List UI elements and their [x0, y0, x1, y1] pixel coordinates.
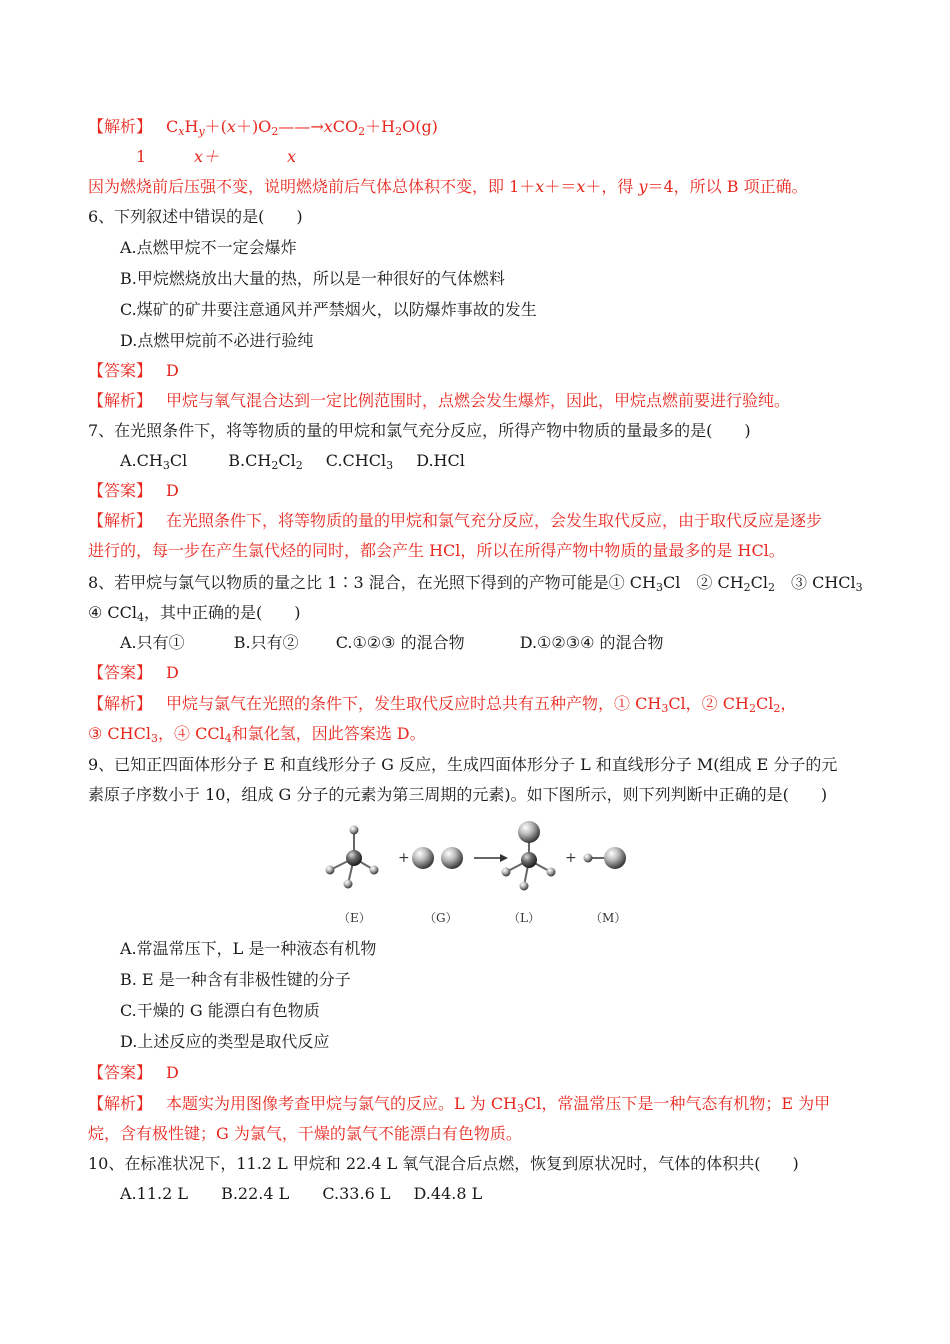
opt-part: 2	[295, 459, 303, 472]
analysis-part: 3	[661, 702, 669, 715]
text-part: x	[576, 177, 586, 196]
analysis-label: 【解析】	[88, 117, 153, 136]
q10-option-a: A.11.2 L	[120, 1184, 188, 1203]
opt-part: Cl	[169, 451, 188, 470]
eq-part: 2	[271, 125, 279, 138]
stem-part: 3	[656, 581, 663, 594]
text-part: ＝4，所以 B 项正确。	[647, 177, 808, 196]
text-part: ＋，得	[585, 177, 639, 196]
label-l: （L）	[508, 911, 540, 925]
eq-part: x	[178, 125, 185, 138]
answer-value: D	[166, 1063, 179, 1082]
answer-label: 【答案】	[88, 663, 153, 682]
ratio-2: x＋	[194, 147, 220, 166]
analysis-text: 在光照条件下，将等物质的量的甲烷和氯气充分反应，会发生取代反应，由于取代反应是逐步	[166, 511, 823, 530]
analysis-label: 【解析】	[88, 694, 153, 713]
ratio-1: 1	[136, 147, 147, 166]
q7-option-a	[120, 451, 187, 470]
q9-option-b: B. E 是一种含有非极性键的分子	[120, 970, 351, 989]
eq-part: 2	[395, 125, 403, 138]
analysis-part: ③ CHCl	[88, 724, 151, 743]
q10-option-c: C.33.6 L	[322, 1184, 391, 1203]
h-atom	[326, 866, 335, 875]
answer-label: 【答案】	[88, 481, 153, 500]
answer-label: 【答案】	[88, 361, 153, 380]
stem-part: 8、若甲烷与氯气以物质的量之比 1∶3 混合，在光照下得到的产物可能是① CH	[88, 573, 656, 592]
eq-part: ＋(	[204, 117, 227, 136]
opt-part: A.CH	[120, 451, 163, 470]
text-part: ＋＝	[544, 177, 577, 196]
eq-part: C	[166, 117, 179, 136]
q8-analysis-line-2	[88, 723, 890, 745]
eq-part: ——→	[278, 117, 324, 136]
q5-analysis-equation	[88, 116, 890, 138]
q8-stem-line-1	[88, 572, 890, 594]
eq-part: x	[323, 117, 333, 136]
answer-value: D	[166, 361, 179, 380]
eq-part: CO	[332, 117, 359, 136]
opt-part: C.CHCl	[325, 451, 387, 470]
q10-options	[120, 1183, 890, 1205]
cl-atom	[518, 821, 540, 843]
label-g: （G）	[424, 911, 458, 925]
q10-option-d: D.44.8 L	[413, 1184, 483, 1203]
q9-analysis-line-2: 烷，含有极性键；G 为氯气，干燥的氯气不能漂白有色物质。	[88, 1124, 522, 1143]
eq-part: ＋H	[365, 117, 396, 136]
q9-option-a: A.常温常压下，L 是一种液态有机物	[120, 939, 377, 958]
opt-part: 3	[162, 459, 170, 472]
analysis-part: Cl，② CH	[668, 694, 749, 713]
cl-atom	[441, 847, 463, 869]
molecule-g	[412, 847, 463, 869]
molecule-e	[326, 826, 379, 889]
opt-part: 3	[386, 459, 394, 472]
reaction-diagram	[318, 816, 638, 928]
analysis-part: 2	[773, 702, 781, 715]
label-m: （M）	[590, 911, 627, 925]
analysis-part: 3	[150, 732, 158, 745]
molecule-m	[584, 847, 627, 869]
q10-option-b: B.22.4 L	[221, 1184, 290, 1203]
q9-stem-line-1: 9、已知正四面体形分子 E 和直线形分子 G 反应，生成四面体形分子 L 和直线形分子 M(组成 E 分子的元	[88, 755, 838, 774]
eq-part: O(g)	[402, 117, 438, 136]
q9-option-c: C.干燥的 G 能漂白有色物质	[120, 1001, 320, 1020]
h-atom	[502, 868, 511, 877]
q9-stem-line-2: 素原子序数小于 10，组成 G 分子的元素为第三周期的元素)。如下图所示，则下列判断中正确的是( )	[88, 785, 828, 804]
cl-atom	[412, 847, 434, 869]
eq-part: 2	[358, 125, 366, 138]
analysis-part: 2	[748, 702, 756, 715]
analysis-part: 和氯化氢，因此答案选 D。	[231, 724, 426, 743]
eq-part: H	[184, 117, 199, 136]
stem-part: 4	[137, 611, 145, 624]
text-part: 因为燃烧前后压强不变，说明燃烧前后气体总体积不变，即 1＋	[88, 177, 536, 196]
q8-option-b: B.只有②	[233, 633, 299, 652]
stem-part: 2	[743, 581, 751, 594]
q7-options	[120, 450, 890, 472]
answer-value: D	[166, 481, 179, 500]
h-atom	[370, 866, 379, 875]
analysis-text: 甲烷与氧气混合达到一定比例范围时，点燃会发生爆炸，因此，甲烷点燃前要进行验纯。	[166, 391, 791, 410]
label-e: （E）	[338, 911, 371, 925]
q8-options	[120, 632, 890, 654]
q9-answer	[88, 1062, 890, 1084]
text-part: y	[638, 177, 648, 196]
c-atom	[521, 852, 537, 868]
q6-option-d: D.点燃甲烷前不必进行验纯	[120, 331, 314, 350]
q9-analysis-line-1	[88, 1093, 890, 1115]
q7-stem: 7、在光照条件下，将等物质的量的甲烷和氯气充分反应，所得产物中物质的量最多的是( )	[88, 421, 751, 440]
stem-part: ③ CHCl	[775, 573, 856, 592]
analysis-label: 【解析】	[88, 1094, 153, 1113]
stem-part: ，其中正确的是( )	[144, 603, 301, 622]
q8-analysis-line-1	[88, 693, 890, 715]
q8-stem-line-2	[88, 602, 890, 624]
q8-answer	[88, 662, 890, 684]
q10-stem: 10、在标准状况下，11.2 L 甲烷和 22.4 L 氧气混合后点燃，恢复到原状况时，气体的体积共( )	[88, 1154, 799, 1173]
analysis-part: Cl	[755, 694, 774, 713]
q8-option-a: A.只有①	[120, 633, 185, 652]
analysis-part: ，	[780, 694, 797, 713]
opt-part: Cl	[278, 451, 296, 470]
q6-answer	[88, 360, 890, 382]
q5-analysis-text	[88, 176, 890, 198]
analysis-part: 甲烷与氯气在光照的条件下，发生取代反应时总共有五种产物，① CH	[166, 694, 662, 713]
q6-option-a: A.点燃甲烷不一定会爆炸	[120, 238, 297, 257]
h-atom	[350, 826, 359, 835]
q8-option-c: C.①②③ 的混合物	[335, 633, 465, 652]
analysis-part: ，④ CCl	[157, 724, 225, 743]
q7-option-c	[326, 451, 393, 470]
q7-answer	[88, 480, 890, 502]
h-atom	[344, 880, 353, 889]
q6-analysis	[88, 390, 890, 412]
q6-option-c: C.煤矿的矿井要注意通风并严禁烟火，以防爆炸事故的发生	[120, 300, 537, 319]
h-atom	[520, 882, 529, 891]
analysis-part: Cl，常温常压下是一种气态有机物；E 为甲	[524, 1094, 831, 1113]
stem-part: Cl	[750, 573, 769, 592]
plus-sign: +	[398, 850, 410, 866]
analysis-label: 【解析】	[88, 511, 153, 530]
text-part: x	[535, 177, 545, 196]
answer-value: D	[166, 663, 179, 682]
eq-part: ＋)O	[235, 117, 272, 136]
plus-sign: +	[565, 850, 577, 866]
stem-part: 3	[855, 581, 863, 594]
q7-option-d: D.HCl	[416, 451, 465, 470]
h-atom	[547, 868, 556, 877]
analysis-part: 本题实为用图像考查甲烷与氯气的反应。L 为 CH	[166, 1094, 518, 1113]
q7-analysis-line-2: 进行的，每一步在产生氯代烃的同时，都会产生 HCl，所以在所得产物中物质的量最多的是 HCl。	[88, 541, 785, 560]
analysis-label: 【解析】	[88, 391, 153, 410]
q7-analysis-line-1	[88, 510, 890, 532]
cl-atom	[604, 847, 626, 869]
opt-part: 2	[271, 459, 279, 472]
q6-option-b: B.甲烷燃烧放出大量的热，所以是一种很好的气体燃料	[120, 269, 505, 288]
reaction-arrow	[474, 854, 508, 862]
stem-part: ④ CCl	[88, 603, 138, 622]
stem-part: 2	[768, 581, 776, 594]
q7-option-b	[228, 451, 302, 470]
q6-stem: 6、下列叙述中错误的是( )	[88, 207, 303, 226]
analysis-part: 3	[517, 1102, 525, 1115]
molecule-l	[502, 821, 556, 891]
analysis-part: 4	[224, 732, 232, 745]
ratio-3: x	[287, 147, 297, 166]
q8-option-d: D.①②③④ 的混合物	[519, 633, 664, 652]
opt-part: B.CH	[228, 451, 272, 470]
h-atom	[584, 854, 593, 863]
eq-part: y	[198, 125, 205, 138]
c-atom	[346, 850, 362, 866]
answer-label: 【答案】	[88, 1063, 153, 1082]
q9-option-d: D.上述反应的类型是取代反应	[120, 1032, 330, 1051]
stem-part: Cl ② CH	[663, 573, 744, 592]
eq-part: x	[226, 117, 236, 136]
